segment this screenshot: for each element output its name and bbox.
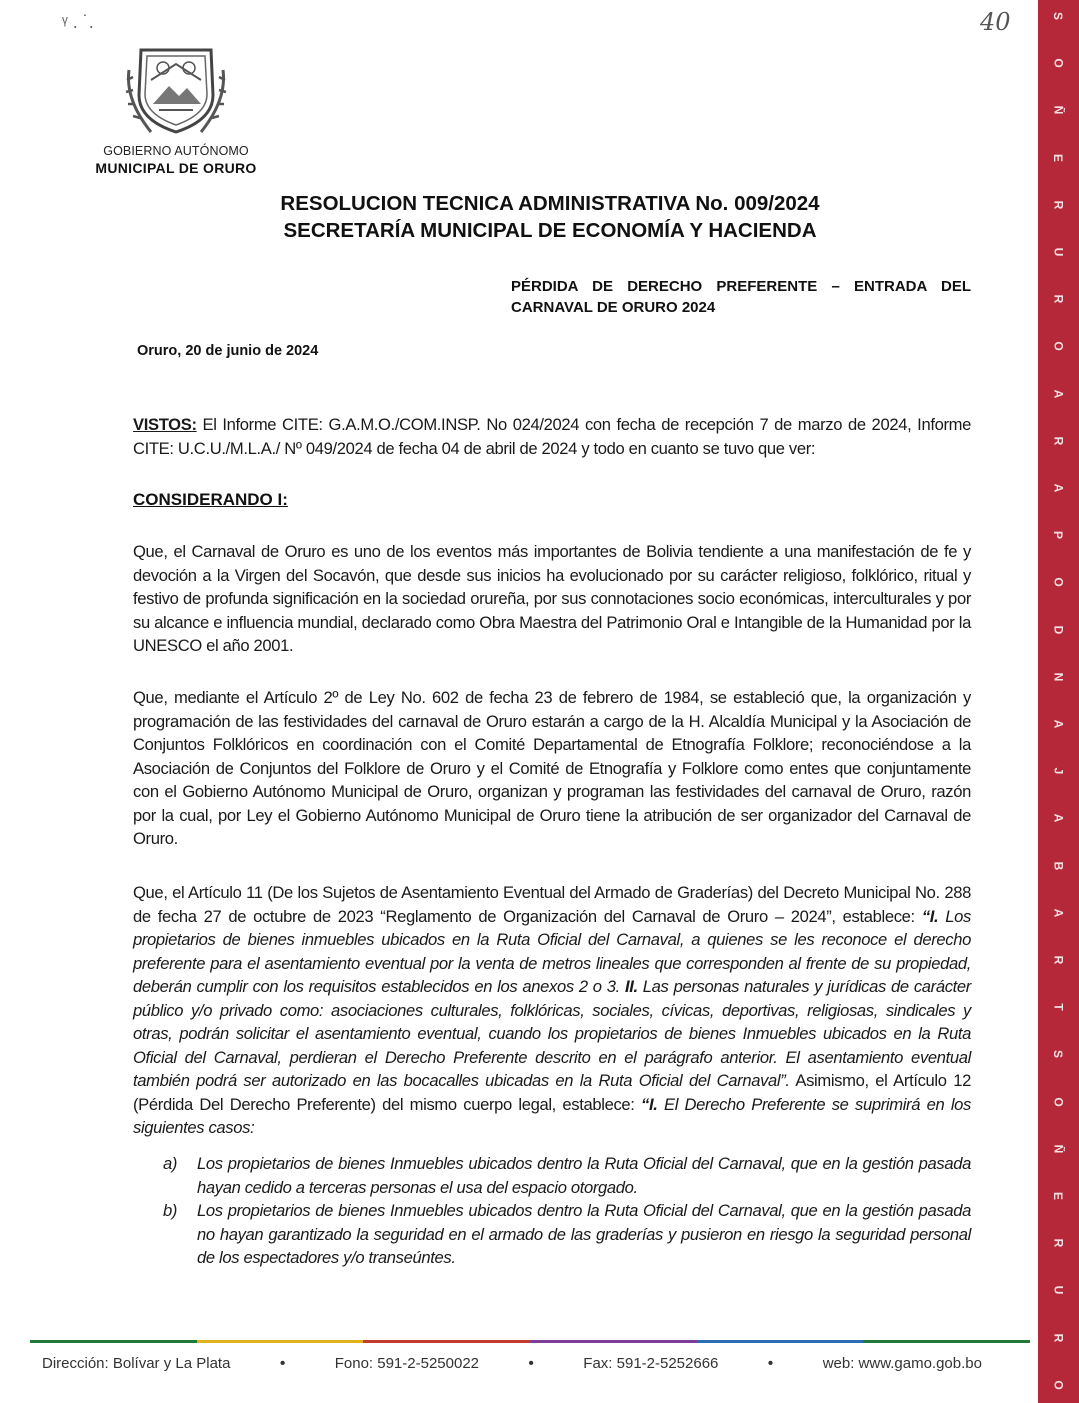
footer-separator: • xyxy=(279,1355,286,1372)
side-banner-letter: D xyxy=(1051,625,1066,634)
side-banner-letter: O xyxy=(1051,1097,1066,1107)
side-banner-letter: R xyxy=(1051,294,1066,304)
list-item xyxy=(163,1152,971,1199)
footer-separator: • xyxy=(767,1355,774,1372)
side-banner-letter: U xyxy=(1051,247,1066,257)
side-banner-letter: A xyxy=(1051,389,1066,398)
rule-segment xyxy=(530,1340,697,1343)
p3-part-g: “I. xyxy=(641,1094,658,1114)
vistos-text: El Informe CITE: G.A.M.O./COM.INSP. No 024/2024 con fecha de recepción 7 de marzo de 2024, Informe CITE: U.C.U./M.L.A./ Nº 049/2024 de fecha 04 de abril de 2024 y todo en cuanto se tuvo que ver: xyxy=(133,415,971,458)
footer-web-link[interactable]: web: www.gamo.gob.bo xyxy=(822,1355,982,1372)
footer-contact xyxy=(42,1355,982,1372)
side-banner-letter: O xyxy=(1051,341,1066,352)
municipal-logo xyxy=(88,40,264,176)
side-banner-letter: R xyxy=(1051,436,1066,446)
side-banner-letter: E xyxy=(1051,153,1066,162)
side-banner-letter: R xyxy=(1051,1333,1066,1343)
list-text: Los propietarios de bienes Inmuebles ubicados dentro la Ruta Oficial del Carnaval, que en la gestión pasada hayan cedido a terceras personas el usa del espacio otorgado. xyxy=(197,1154,971,1197)
p3-part-d: II. xyxy=(624,977,638,996)
p3-part-f: Asimismo, el Artículo 12 (Pérdida Del Derecho Preferente) del mismo cuerpo legal, establece: xyxy=(133,1071,971,1114)
document-date: Oruro, 20 de junio de 2024 xyxy=(137,343,319,359)
side-banner-letter: P xyxy=(1051,531,1066,540)
side-banner-letter: O xyxy=(1051,577,1066,588)
logo-caption-line2: MUNICIPAL DE ORURO xyxy=(95,160,257,176)
footer-fax: Fax: 591-2-5252666 xyxy=(583,1355,719,1372)
side-banner-letter: U xyxy=(1051,1286,1066,1295)
side-banner-letter: A xyxy=(1051,908,1066,918)
footer-phone: Fono: 591-2-5250022 xyxy=(334,1355,479,1372)
side-banner-letter: T xyxy=(1051,1003,1066,1011)
footer-color-rule xyxy=(30,1340,1030,1343)
side-banner-letter: Ñ xyxy=(1051,1144,1066,1154)
vistos-label: VISTOS: xyxy=(133,415,197,434)
side-banner-letter: R xyxy=(1051,1238,1066,1248)
side-banner-letter: O xyxy=(1051,58,1066,68)
side-banner-orurenos xyxy=(1038,0,1079,1403)
side-banner-letter: E xyxy=(1051,1192,1066,1201)
title-line-2: SECRETARÍA MUNICIPAL DE ECONOMÍA Y HACIENDA xyxy=(283,219,817,242)
stray-scan-marks: ᵞ . ˙. xyxy=(62,12,94,32)
paragraph-2: Que, mediante el Artículo 2º de Ley No. 602 de fecha 23 de febrero de 1984, se estableció que, la organización y programación de las festividades del carnaval de Oruro estarán a cargo de la H. Alcaldía Municipal y la Asociación de Conjuntos Folklóricos en coordinación con el Comité Departamental de Etnografía Folklore; reconociéndose a la Asociación de Conjuntos del Folklore de Oruro y el Comité de Etnografía y Folklore como entes que conjuntamente con el Gobierno Autónomo Municipal de Oruro, organizan y programan las festividades del carnaval de Oruro, razón por la cual, por Ley el Gobierno Autónomo Municipal de Oruro tiene la atribución de ser organizador del Carnaval de Oruro. xyxy=(133,688,971,848)
p3-part-h: El Derecho Preferente se suprimirá en los siguientes casos: xyxy=(133,1094,971,1137)
paragraph-1: Que, el Carnaval de Oruro es uno de los eventos más importantes de Bolivia tendiente a una manifestación de fe y devoción a la Virgen del Socavón, que desde sus inicios ha evolucionado por su carácter religioso, folklórico, ritual y festivo de profunda significación en la sociedad orureña, por sus connotaciones socio económicas, interculturales y por su alcance e influencia mundial, declarado como Obra Maestra del Patrimonio Oral e Intangible de la Humanidad por la UNESCO el año 2001. xyxy=(133,542,971,655)
considerando-heading: CONSIDERANDO I: xyxy=(133,490,288,509)
cases-list xyxy=(163,1152,971,1270)
p3-part-b: “I. xyxy=(921,906,939,926)
title-line-1: RESOLUCION TECNICA ADMINISTRATIVA No. 009/2024 xyxy=(280,192,820,215)
side-banner-letter: R xyxy=(1051,955,1066,965)
side-banner-letter: S xyxy=(1051,11,1066,21)
side-banner-letter: B xyxy=(1051,861,1066,870)
side-banner-letter: A xyxy=(1051,814,1066,823)
side-banner-letter: O xyxy=(1051,1380,1066,1390)
footer-separator: • xyxy=(528,1355,534,1372)
side-banner-letter: A xyxy=(1051,483,1066,493)
list-text: Los propietarios de bienes Inmuebles ubicados dentro la Ruta Oficial del Carnaval, que en la gestión pasada no hayan garantizado la seguridad en el armado de las graderías y pusieron en riesgo la seguridad personal de los espectadores y/o transeúntes. xyxy=(197,1201,971,1267)
document-title xyxy=(190,190,910,244)
list-marker: b) xyxy=(163,1201,178,1220)
side-banner-letter: S xyxy=(1051,1050,1066,1059)
rule-segment xyxy=(863,1340,1030,1343)
rule-segment xyxy=(30,1340,197,1343)
rule-segment xyxy=(197,1340,364,1343)
p3-part-c: Los propietarios de bienes inmuebles ubicados en la Ruta Oficial del Carnaval, a quienes se les reconoce el derecho preferente para el asentamiento eventual por la venta de metros lineales que corresponden al frente de su propiedad, deberán cumplir con los requisitos establecidos en los anexos 2 o 3. xyxy=(133,906,971,996)
list-item xyxy=(163,1199,971,1270)
paragraph-3 xyxy=(133,881,971,1140)
list-marker: a) xyxy=(163,1154,178,1173)
side-banner-letter: A xyxy=(1051,719,1066,729)
side-banner-letter: N xyxy=(1051,672,1066,682)
p3-part-a: Que, el Artículo 11 (De los Sujetos de Asentamiento Eventual del Armado de Graderías) del Decreto Municipal No. 288 de fecha 27 de octubre de 2023 “Reglamento de Organización del Carnaval de Oruro – 2024”, establece: xyxy=(133,883,971,926)
handwritten-page-number: 40 xyxy=(980,8,1011,36)
document-subject: PÉRDIDA DE DERECHO PREFERENTE – ENTRADA DEL CARNAVAL DE ORURO 2024 xyxy=(511,278,971,316)
logo-caption-line1: GOBIERNO AUTÓNOMO xyxy=(103,144,249,158)
vistos-paragraph xyxy=(133,413,971,460)
side-banner-letter: R xyxy=(1051,200,1066,210)
rule-segment xyxy=(363,1340,530,1343)
rule-segment xyxy=(697,1340,864,1343)
coat-of-arms-icon xyxy=(121,40,231,140)
side-banner-letter: Ñ xyxy=(1051,106,1066,115)
footer-address: Dirección: Bolívar y La Plata xyxy=(42,1355,231,1372)
side-banner-letter: J xyxy=(1051,767,1066,775)
p3-part-e: Las personas naturales y jurídicas de carácter público y/o privado como: asociaciones culturales, folklóricas, sociales, cívicas, deportivas, religiosas, sindicales y otras, podrán solicitar el asentamiento eventual, cuando los propietarios de bienes Inmuebles ubicados en la Ruta Oficial del Carnaval, perdieran el Derecho Preferente descrito en el parágrafo anterior. El asentamiento eventual también podrá ser autorizado en las bocacalles ubicadas en la Ruta Oficial del Carnaval”. xyxy=(133,977,971,1090)
